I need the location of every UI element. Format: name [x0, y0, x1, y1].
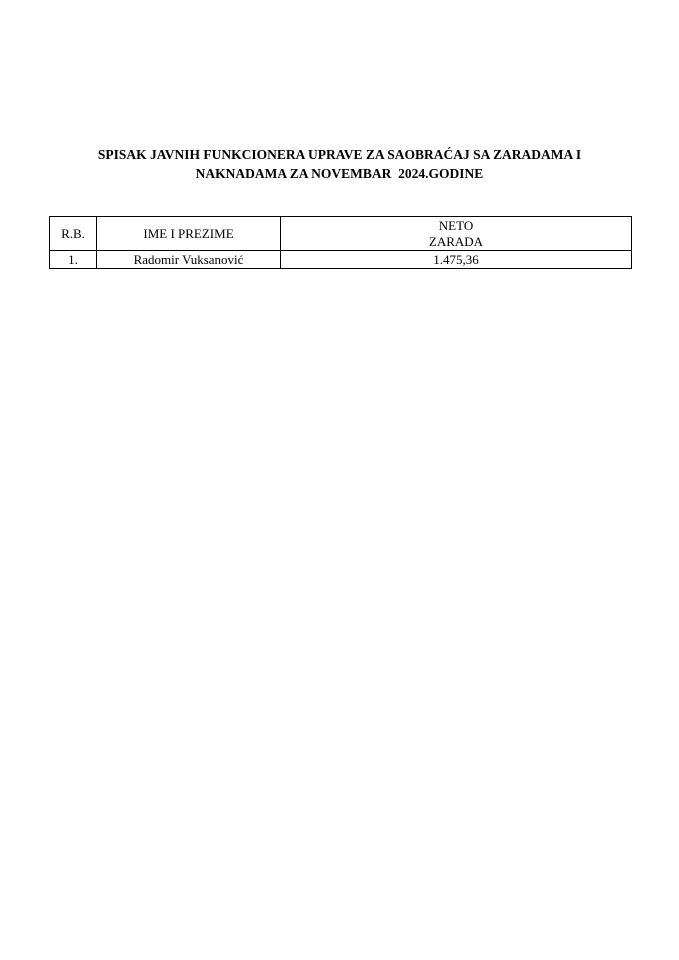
title-line-1: SPISAK JAVNIH FUNKCIONERA UPRAVE ZA SAOBRAĆAJ SA ZARADAMA I	[97, 147, 582, 162]
header-name: IME I PREZIME	[97, 217, 281, 251]
header-net-salary	[281, 217, 632, 251]
header-net-line1: NETO	[438, 217, 474, 233]
cell-rb: 1.	[50, 251, 97, 269]
header-net-line2: ZARADA	[428, 233, 484, 249]
title-line-2: NAKNADAMA ZA NOVEMBAR 2024.GODINE	[195, 166, 484, 181]
table-header-row	[50, 217, 632, 251]
cell-name: Radomir Vuksanović	[97, 251, 281, 269]
officials-salary-table	[49, 216, 632, 269]
document-title	[0, 145, 679, 183]
header-rb: R.B.	[50, 217, 97, 251]
cell-net-salary: 1.475,36	[281, 251, 632, 269]
table-row	[50, 251, 632, 269]
